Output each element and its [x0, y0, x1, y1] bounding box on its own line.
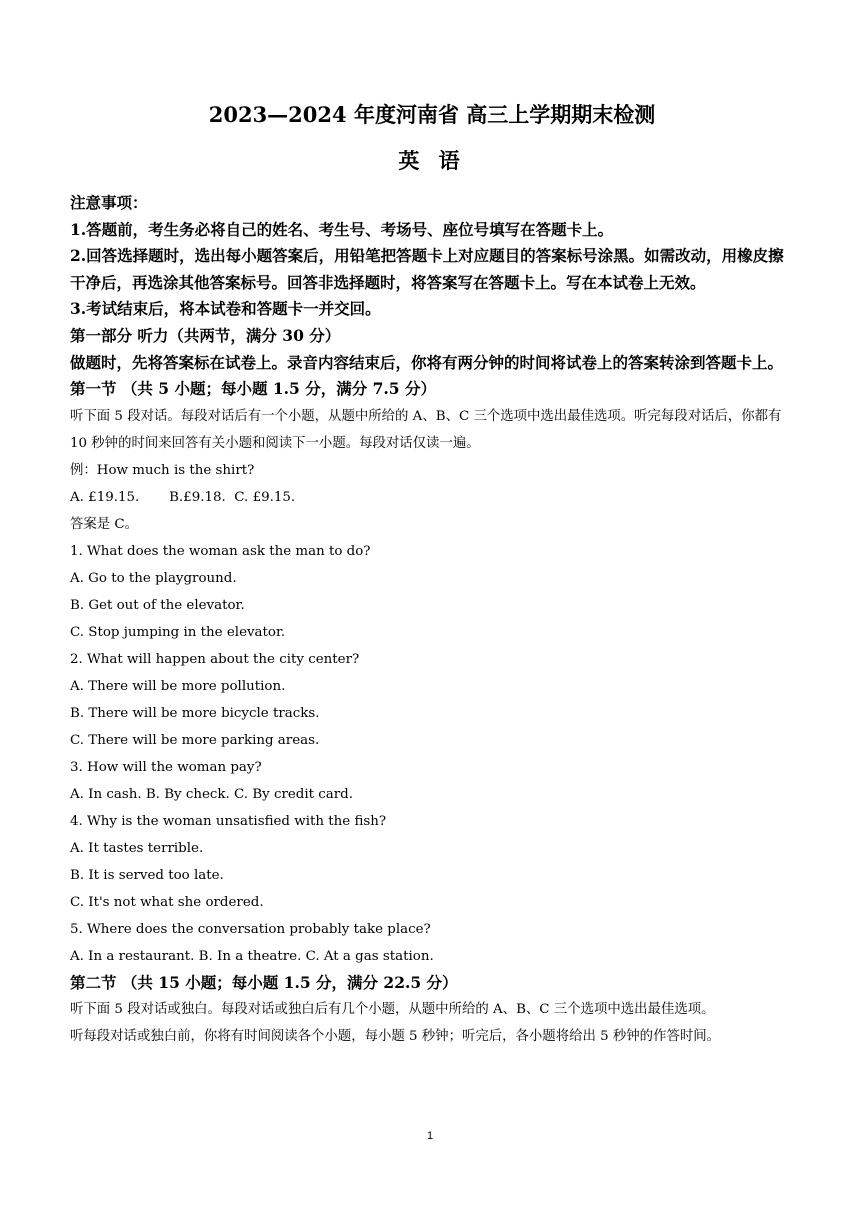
part1-instruction: 做题时，先将答案标在试卷上。录音内容结束后，你将有两分钟的时间将试卷上的答案转涂到答题卡上。	[70, 352, 784, 372]
question-option: A. There will be more pollution.	[70, 678, 286, 694]
question-option: A. In cash. B. By check. C. By credit card.	[70, 786, 354, 802]
subject-title: 英 语	[398, 148, 466, 173]
question-option: C. Stop jumping in the elevator.	[70, 624, 286, 640]
question-stem: 2. What will happen about the city center?	[70, 651, 360, 667]
part1-heading: 第一部分 听力（共两节，满分 30 分）	[70, 325, 341, 345]
question-option: B. There will be more bicycle tracks.	[70, 705, 320, 721]
question-stem: 4. Why is the woman unsatisfied with the fish?	[70, 813, 387, 829]
section2-instruction-line: 听下面 5 段对话或独白。每段对话或独白后有几个小题，从题中所给的 A、B、C 三个选项中选出最佳选项。	[70, 1002, 715, 1018]
question-option: C. It's not what she ordered.	[70, 894, 264, 910]
example-answer: 答案是 C。	[70, 516, 139, 532]
exam-title: 2023—2024 年度河南省 高三上学期期末检测	[208, 102, 656, 127]
page-number: 1	[426, 1130, 434, 1142]
question-stem: 5. Where does the conversation probably take place?	[70, 921, 431, 937]
exam-page	[70, 100, 794, 1050]
section1-instruction: 听下面 5 段对话。每段对话后有一个小题，从题中所给的 A、B、C 三个选项中选出最佳选项。听完每段对话后，你都有 10 秒钟的时间来回答有关小题和阅读下一小题。每段对话仅读一遍。	[70, 408, 782, 451]
section2-heading: 第二节 （共 15 小题；每小题 1.5 分，满分 22.5 分）	[70, 972, 458, 992]
question-stem: 1. What does the woman ask the man to do?	[70, 543, 371, 559]
section2-instruction-line: 听每段对话或独白前，你将有时间阅读各个小题，每小题 5 秒钟；听完后，各小题将给出 5 秒钟的作答时间。	[70, 1029, 721, 1045]
question-option: B. Get out of the elevator.	[70, 597, 245, 613]
question-option: A. It tastes terrible.	[70, 840, 204, 856]
section1-heading: 第一节 （共 5 小题；每小题 1.5 分，满分 7.5 分）	[70, 379, 436, 399]
question-option: A. Go to the playground.	[70, 570, 237, 586]
notice-item: 2.回答选择题时，选出每小题答案后，用铅笔把答题卡上对应题目的答案标号涂黑。如需改动，用橡皮擦干净后，再选涂其他答案标号。回答非选择题时，将答案写在答题卡上。写在本试卷上无效。	[70, 246, 784, 292]
notice-heading: 注意事项：	[70, 193, 148, 212]
question-option: A. In a restaurant. B. In a theatre. C. At a gas station.	[70, 948, 434, 964]
question-stem: 3. How will the woman pay?	[70, 759, 262, 775]
question-option: B. It is served too late.	[70, 867, 224, 883]
example-options: A. £19.15. B.£9.18. C. £9.15.	[70, 489, 296, 505]
notice-item: 1.答题前，考生务必将自己的姓名、考生号、考场号、座位号填写在答题卡上。	[70, 219, 614, 239]
example-question: 例：How much is the shirt?	[70, 462, 255, 478]
question-option: C. There will be more parking areas.	[70, 732, 320, 748]
notice-item: 3.考试结束后，将本试卷和答题卡一并交回。	[70, 299, 381, 319]
